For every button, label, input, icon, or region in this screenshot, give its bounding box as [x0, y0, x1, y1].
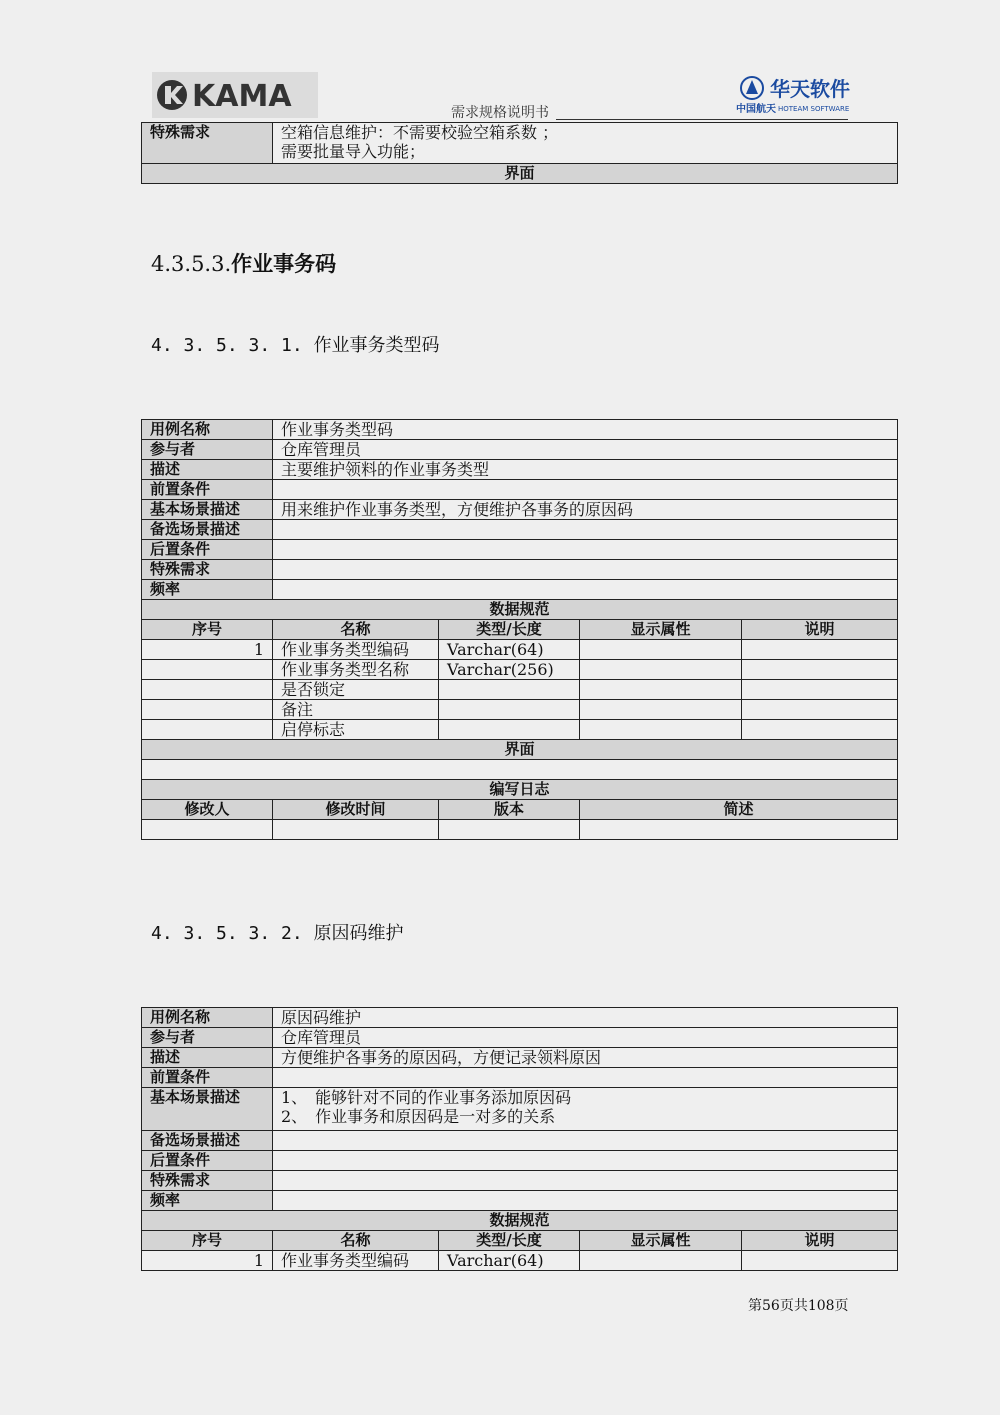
row-value: 仓库管理员	[273, 440, 898, 460]
table-row	[142, 1191, 898, 1211]
table-row	[142, 1211, 898, 1231]
hoteam-logo-sub-cn: 中国航天	[736, 104, 776, 115]
row-label: 备选场景描述	[142, 520, 273, 540]
column-header: 名称	[273, 1231, 439, 1251]
row-label: 特殊需求	[142, 1171, 273, 1191]
field-note	[742, 660, 898, 680]
field-row	[142, 720, 898, 740]
column-header: 序号	[142, 620, 273, 640]
row-label: 特殊需求	[142, 560, 273, 580]
special-line: 需要批量导入功能；	[281, 142, 426, 161]
subsection-number: 4. 3. 5. 3. 2.	[151, 923, 303, 944]
field-no	[142, 700, 273, 720]
table-row	[142, 123, 898, 164]
section-number: 4.3.5.3.	[151, 252, 232, 276]
column-header-row	[142, 620, 898, 640]
field-row	[142, 1251, 898, 1271]
table-row	[142, 420, 898, 440]
field-display	[580, 720, 742, 740]
table-row	[142, 540, 898, 560]
row-label: 频率	[142, 580, 273, 600]
field-type	[439, 700, 580, 720]
scenario-item: 2、 作业事务和原因码是一对多的关系	[281, 1107, 556, 1126]
kama-logo-text: KAMA	[192, 79, 292, 114]
section-header: 数据规范	[142, 600, 898, 620]
use-case-table	[141, 1007, 898, 1271]
row-value	[273, 520, 898, 540]
table-row	[142, 780, 898, 800]
column-header: 类型/长度	[439, 620, 580, 640]
column-header: 说明	[742, 1231, 898, 1251]
column-header-row	[142, 1231, 898, 1251]
column-header: 修改人	[142, 800, 273, 820]
section-title: 作业事务码	[231, 252, 337, 276]
field-row	[142, 700, 898, 720]
scenario-item: 1、 能够针对不同的作业事务添加原因码	[281, 1088, 572, 1107]
field-display	[580, 640, 742, 660]
table-row	[142, 1008, 898, 1028]
field-no	[142, 660, 273, 680]
field-type	[439, 680, 580, 700]
row-label: 描述	[142, 1048, 273, 1068]
row-label: 用例名称	[142, 420, 273, 440]
field-name: 启停标志	[273, 720, 439, 740]
column-header: 名称	[273, 620, 439, 640]
table-row	[142, 164, 898, 184]
table-row	[142, 480, 898, 500]
document-title: 需求规格说明书	[451, 105, 549, 121]
hoteam-logo-cn: 华天软件	[770, 77, 850, 101]
subsection-title: 原因码维护	[313, 923, 404, 944]
row-label: 后置条件	[142, 540, 273, 560]
field-note	[742, 640, 898, 660]
field-name: 作业事务类型编码	[273, 640, 439, 660]
row-label: 前置条件	[142, 1068, 273, 1088]
table-row	[142, 1068, 898, 1088]
field-row	[142, 660, 898, 680]
column-header: 序号	[142, 1231, 273, 1251]
column-header: 简述	[580, 800, 898, 820]
field-no	[142, 720, 273, 740]
special-line: 空箱信息维护：不需要校验空箱系数 ；	[281, 123, 559, 142]
section-header: 数据规范	[142, 1211, 898, 1231]
field-type: Varchar(256)	[439, 660, 580, 680]
table-row	[142, 1151, 898, 1171]
row-value: 主要维护领料的作业事务类型	[273, 460, 898, 480]
row-value	[273, 560, 898, 580]
log-cell	[439, 820, 580, 840]
field-name: 备注	[273, 700, 439, 720]
header-divider	[556, 119, 848, 120]
table-row	[142, 440, 898, 460]
row-value: 仓库管理员	[273, 1028, 898, 1048]
row-value	[273, 1088, 898, 1131]
field-display	[580, 660, 742, 680]
field-note	[742, 720, 898, 740]
hoteam-logo-sub-en: HOTEAM SOFTWARE	[778, 105, 850, 113]
field-no	[142, 680, 273, 700]
table-row	[142, 580, 898, 600]
field-row	[142, 680, 898, 700]
field-name: 作业事务类型编码	[273, 1251, 439, 1271]
row-label: 描述	[142, 460, 273, 480]
log-cell	[273, 820, 439, 840]
field-name: 是否锁定	[273, 680, 439, 700]
section-header: 界面	[142, 164, 898, 184]
row-label: 频率	[142, 1191, 273, 1211]
table-row	[142, 520, 898, 540]
row-value	[273, 123, 898, 164]
table-row	[142, 1048, 898, 1068]
column-header: 版本	[439, 800, 580, 820]
field-display	[580, 1251, 742, 1271]
table-row	[142, 600, 898, 620]
field-note	[742, 1251, 898, 1271]
column-header-row	[142, 800, 898, 820]
table-row	[142, 1028, 898, 1048]
column-header: 显示属性	[580, 620, 742, 640]
field-type: Varchar(64)	[439, 640, 580, 660]
row-label: 特殊需求	[142, 123, 273, 164]
log-cell	[142, 820, 273, 840]
table-row	[142, 740, 898, 760]
section-heading	[151, 248, 336, 278]
row-value: 用来维护作业事务类型，方便维护各事务的原因码	[273, 500, 898, 520]
column-header: 类型/长度	[439, 1231, 580, 1251]
subsection-number: 4. 3. 5. 3. 1.	[151, 335, 303, 356]
row-value	[273, 1131, 898, 1151]
table-row	[142, 1088, 898, 1131]
row-value: 原因码维护	[273, 1008, 898, 1028]
column-header: 说明	[742, 620, 898, 640]
table-row	[142, 1131, 898, 1151]
row-label: 前置条件	[142, 480, 273, 500]
subsection-title: 作业事务类型码	[313, 335, 440, 356]
row-value	[273, 1151, 898, 1171]
row-value	[273, 480, 898, 500]
table-row	[142, 560, 898, 580]
table-row	[142, 760, 898, 780]
log-row	[142, 820, 898, 840]
page-number: 第56页共108页	[748, 1298, 849, 1314]
column-header: 修改时间	[273, 800, 439, 820]
row-label: 基本场景描述	[142, 1088, 273, 1131]
row-value	[273, 540, 898, 560]
field-display	[580, 680, 742, 700]
table-row	[142, 460, 898, 480]
row-label: 后置条件	[142, 1151, 273, 1171]
row-value	[273, 1068, 898, 1088]
field-row	[142, 640, 898, 660]
table-row	[142, 1171, 898, 1191]
field-type	[439, 720, 580, 740]
field-note	[742, 680, 898, 700]
subsection-heading	[151, 919, 404, 945]
subsection-heading	[151, 331, 440, 357]
field-display	[580, 700, 742, 720]
ui-content-cell	[142, 760, 898, 780]
row-value: 方便维护各事务的原因码，方便记录领料原因	[273, 1048, 898, 1068]
use-case-table	[141, 419, 898, 840]
row-label: 备选场景描述	[142, 1131, 273, 1151]
field-type: Varchar(64)	[439, 1251, 580, 1271]
row-label: 用例名称	[142, 1008, 273, 1028]
field-no: 1	[142, 640, 273, 660]
row-value	[273, 1171, 898, 1191]
row-value	[273, 580, 898, 600]
log-cell	[580, 820, 898, 840]
top-table	[141, 122, 898, 184]
field-name: 作业事务类型名称	[273, 660, 439, 680]
section-header: 界面	[142, 740, 898, 760]
row-value: 作业事务类型码	[273, 420, 898, 440]
column-header: 显示属性	[580, 1231, 742, 1251]
row-value	[273, 1191, 898, 1211]
table-row	[142, 500, 898, 520]
field-no: 1	[142, 1251, 273, 1271]
section-header: 编写日志	[142, 780, 898, 800]
row-label: 参与者	[142, 440, 273, 460]
row-label: 基本场景描述	[142, 500, 273, 520]
field-note	[742, 700, 898, 720]
row-label: 参与者	[142, 1028, 273, 1048]
